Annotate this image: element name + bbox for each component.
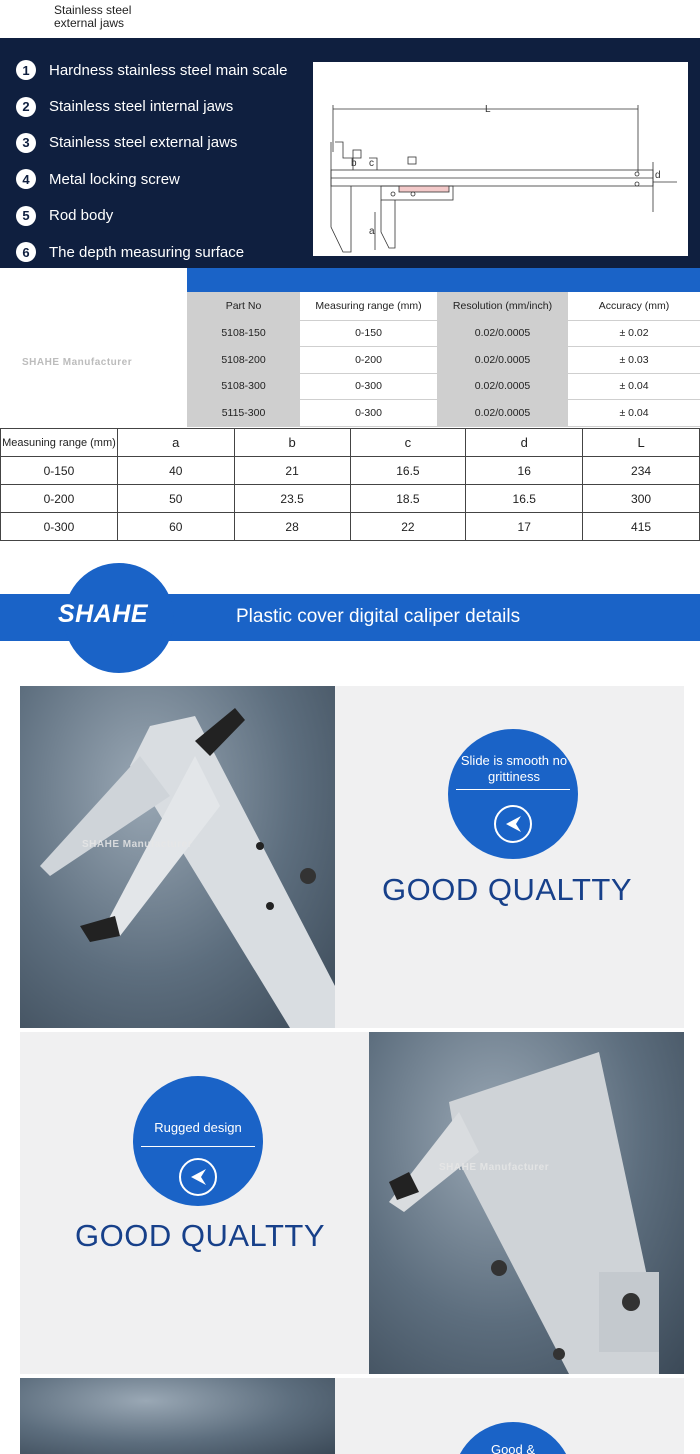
feature-item	[16, 52, 316, 88]
feature-item	[16, 234, 316, 270]
table-header-cell: c	[350, 429, 466, 457]
table-header-cell: L	[583, 429, 700, 457]
table-cell: 0.02/0.0005	[437, 320, 568, 347]
caliper-illustration	[20, 686, 335, 1028]
quality-heading: GOOD QUALTTY	[382, 872, 633, 907]
feature-number: 4	[16, 169, 36, 189]
table-header-cell: Accuracy (mm)	[568, 292, 700, 320]
table-cell: 18.5	[350, 485, 466, 513]
caliper-drawing-svg	[313, 62, 688, 256]
feature-item	[16, 161, 316, 197]
feature-label: The depth measuring surface	[49, 243, 245, 261]
table-header-cell: Measuring range (mm)	[300, 292, 437, 320]
feature-item	[16, 88, 316, 124]
badge-text: Good &	[490, 1442, 536, 1454]
info-panel	[335, 1378, 684, 1454]
feature-item	[16, 198, 316, 234]
table-header-cell: b	[234, 429, 350, 457]
feature-list	[16, 52, 316, 270]
dim-label-a: a	[369, 226, 375, 237]
feature-number: 2	[16, 97, 36, 117]
table-cell: 23.5	[234, 485, 350, 513]
table-cell: ± 0.04	[568, 400, 700, 427]
feature-band	[0, 38, 700, 268]
table-header-cell: Part No	[187, 292, 300, 320]
table-cell: 0.02/0.0005	[437, 400, 568, 427]
caliper-technical-drawing	[313, 62, 688, 256]
table-header-cell: a	[117, 429, 234, 457]
caliper-photo	[369, 1032, 684, 1374]
caliper-illustration	[369, 1032, 684, 1374]
table-cell: 16	[466, 457, 583, 485]
info-panel	[335, 686, 684, 1028]
dimension-table	[0, 428, 700, 541]
table-header-row	[187, 292, 700, 320]
table-cell: 415	[583, 513, 700, 541]
dim-label-b: b	[351, 158, 357, 169]
table-cell: ± 0.04	[568, 373, 700, 400]
brand-logo: SHAHE	[58, 600, 149, 628]
table-cell: 0-300	[1, 513, 118, 541]
watermark: SHAHE Manufacturer	[439, 1162, 550, 1173]
table-cell: ± 0.03	[568, 347, 700, 374]
table-cell: 0.02/0.0005	[437, 347, 568, 374]
table-row	[187, 347, 700, 374]
feature-item	[16, 125, 316, 161]
table-cell: 0-300	[300, 373, 437, 400]
table-cell: ± 0.02	[568, 320, 700, 347]
badge-text: Rugged design	[154, 1120, 242, 1135]
dim-label-d: d	[655, 170, 661, 181]
watermark: SHAHE Manufacturer	[82, 839, 193, 850]
feature-label: Hardness stainless steel main scale	[49, 61, 288, 79]
table-cell: 5108-150	[187, 320, 300, 347]
table-cell: 50	[117, 485, 234, 513]
table-row	[187, 320, 700, 347]
table-cell: 40	[117, 457, 234, 485]
table-cell: 5108-200	[187, 347, 300, 374]
feature-label: Stainless steel external jaws	[49, 134, 238, 152]
table-row	[1, 485, 700, 513]
table-row	[187, 373, 700, 400]
left-arrow-circle-icon	[179, 1158, 217, 1196]
table-cell: 16.5	[350, 457, 466, 485]
left-arrow-circle-icon	[494, 805, 532, 843]
table-cell: 234	[583, 457, 700, 485]
feature-badge	[448, 729, 578, 859]
feature-number: 6	[16, 242, 36, 262]
feature-label: Stainless steel internal jaws	[49, 98, 234, 116]
feature-label: Metal locking screw	[49, 170, 180, 188]
table-header-cell: Measuning range (mm)	[1, 429, 118, 457]
table-cell: 0.02/0.0005	[437, 373, 568, 400]
table-cell: 0-200	[300, 347, 437, 374]
table-header-cell: d	[466, 429, 583, 457]
dim-label-l: L	[485, 104, 491, 115]
spec-table	[187, 292, 700, 427]
table-row	[1, 513, 700, 541]
table-row	[1, 457, 700, 485]
table-cell: 5108-300	[187, 373, 300, 400]
badge-divider	[141, 1146, 255, 1147]
section-title: Plastic cover digital caliper details	[236, 606, 521, 627]
caliper-photo	[20, 1378, 335, 1454]
table-cell: 16.5	[466, 485, 583, 513]
table-header-cell: Resolution (mm/inch)	[437, 292, 568, 320]
table-cell: 22	[350, 513, 466, 541]
feature-label: Rod body	[49, 207, 114, 225]
dim-label-c: c	[369, 158, 374, 169]
top-caption: Stainless steel external jaws	[54, 3, 132, 30]
watermark: SHAHE Manufacturer	[22, 357, 133, 368]
feature-badge	[453, 1422, 573, 1454]
table-row	[187, 400, 700, 427]
badge-text: Slide is smooth no grittiness	[460, 753, 568, 784]
table-cell: 5115-300	[187, 400, 300, 427]
table-cell: 0-150	[300, 320, 437, 347]
table-cell: 0-300	[300, 400, 437, 427]
caliper-photo	[20, 686, 335, 1028]
table-cell: 60	[117, 513, 234, 541]
spec-table-header-strip	[187, 268, 700, 292]
table-cell: 300	[583, 485, 700, 513]
table-cell: 28	[234, 513, 350, 541]
feature-number: 3	[16, 133, 36, 153]
feature-number: 5	[16, 206, 36, 226]
badge-divider	[456, 789, 570, 790]
table-cell: 17	[466, 513, 583, 541]
table-cell: 0-200	[1, 485, 118, 513]
table-header-row	[1, 429, 700, 457]
table-cell: 21	[234, 457, 350, 485]
feature-number: 1	[16, 60, 36, 80]
info-panel	[20, 1032, 369, 1374]
quality-heading: GOOD QUALTTY	[75, 1218, 326, 1253]
feature-badge	[133, 1076, 263, 1206]
table-cell: 0-150	[1, 457, 118, 485]
